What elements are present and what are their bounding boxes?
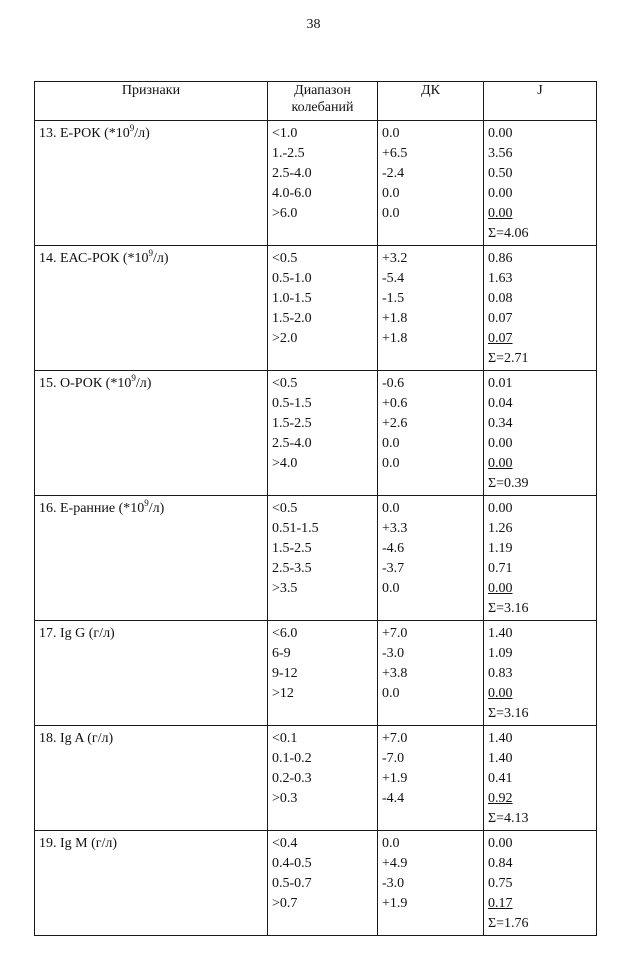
j-value-cell xyxy=(484,726,597,831)
header-feature: Признаки xyxy=(35,82,268,121)
feature-label-text: 14. ЕАС-РОК (*10 xyxy=(39,251,149,266)
feature-cell xyxy=(35,496,268,621)
range-value: 1.5-2.0 xyxy=(272,311,312,326)
j-value-last-underlined: 0.17 xyxy=(488,896,513,911)
dk-value: 0.0 xyxy=(382,836,400,851)
range-value: >0.7 xyxy=(272,896,298,911)
feature-label-text: 15. О-РОК (*10 xyxy=(39,376,132,391)
range-value: >2.0 xyxy=(272,331,298,346)
dk-value: -5.4 xyxy=(382,271,405,286)
dk-value: +4.9 xyxy=(382,856,408,871)
j-value: 0.00 xyxy=(488,501,513,516)
j-value-cell xyxy=(484,246,597,371)
feature-label xyxy=(35,371,267,393)
dk-value: +3.3 xyxy=(382,521,408,536)
j-value-last-underlined: 0.00 xyxy=(488,206,513,221)
feature-cell xyxy=(35,371,268,496)
header-dk: ДК xyxy=(378,82,484,121)
range-value: <0.4 xyxy=(272,836,298,851)
j-value: 0.00 xyxy=(488,186,513,201)
dk-value-cell xyxy=(378,831,484,936)
j-sum: Σ=0.39 xyxy=(488,476,529,491)
range-value-cell xyxy=(268,246,378,371)
j-value: 0.01 xyxy=(488,376,513,391)
dk-value: -0.6 xyxy=(382,376,405,391)
dk-value: -7.0 xyxy=(382,751,405,766)
j-value-last-underlined: 0.00 xyxy=(488,456,513,471)
feature-label-unit: /л) xyxy=(148,501,165,516)
feature-label xyxy=(35,621,267,643)
dk-value: 0.0 xyxy=(382,686,400,701)
page-number: 38 xyxy=(306,17,321,32)
dk-value-cell xyxy=(378,371,484,496)
table-row xyxy=(35,496,597,621)
j-value: 0.83 xyxy=(488,666,513,681)
range-value: 0.51-1.5 xyxy=(272,521,319,536)
feature-cell xyxy=(35,831,268,936)
dk-value: +7.0 xyxy=(382,731,408,746)
feature-cell xyxy=(35,121,268,246)
j-sum: Σ=3.16 xyxy=(488,706,529,721)
range-value: >6.0 xyxy=(272,206,298,221)
j-value: 0.41 xyxy=(488,771,513,786)
feature-label xyxy=(35,121,267,143)
dk-value-cell xyxy=(378,246,484,371)
table-row xyxy=(35,371,597,496)
j-value-cell xyxy=(484,621,597,726)
j-value: 0.07 xyxy=(488,311,513,326)
dk-value: 0.0 xyxy=(382,456,400,471)
dk-value: +0.6 xyxy=(382,396,408,411)
j-value: 0.00 xyxy=(488,836,513,851)
j-value xyxy=(484,580,596,600)
dk-value-cell xyxy=(378,621,484,726)
j-value-last-underlined: 0.92 xyxy=(488,791,513,806)
feature-label-text: 18. Ig A (г/л) xyxy=(39,731,114,746)
range-value: 4.0-6.0 xyxy=(272,186,312,201)
feature-label xyxy=(35,496,267,518)
j-sum: Σ=4.13 xyxy=(488,811,529,826)
range-value: >12 xyxy=(272,686,294,701)
feature-label-text: 16. Е-ранние (*10 xyxy=(39,501,145,516)
table-row xyxy=(35,121,597,246)
j-value xyxy=(484,685,596,705)
header-range: Диапазон колебаний xyxy=(268,82,378,121)
range-value: 6-9 xyxy=(272,646,291,661)
dk-value: +7.0 xyxy=(382,626,408,641)
dk-value-cell xyxy=(378,121,484,246)
j-value: 1.63 xyxy=(488,271,513,286)
range-value: >3.5 xyxy=(272,581,298,596)
j-value xyxy=(484,330,596,350)
dk-value: 0.0 xyxy=(382,501,400,516)
range-value: 0.4-0.5 xyxy=(272,856,312,871)
range-value: 1.-2.5 xyxy=(272,146,305,161)
j-value: 0.84 xyxy=(488,856,513,871)
j-value: 1.40 xyxy=(488,626,513,641)
header-row xyxy=(35,82,597,121)
j-value xyxy=(484,455,596,475)
range-value: 0.1-0.2 xyxy=(272,751,312,766)
j-value-cell xyxy=(484,831,597,936)
j-sum: Σ=2.71 xyxy=(488,351,529,366)
j-value: 0.00 xyxy=(488,436,513,451)
range-value: >4.0 xyxy=(272,456,298,471)
feature-label-text: 17. Ig G (г/л) xyxy=(39,626,115,641)
feature-label-unit: /л) xyxy=(153,251,169,266)
j-value: 1.19 xyxy=(488,541,513,556)
j-value xyxy=(484,790,596,810)
j-value-last-underlined: 0.00 xyxy=(488,686,513,701)
range-value: 0.2-0.3 xyxy=(272,771,312,786)
range-value: 2.5-3.5 xyxy=(272,561,312,576)
j-value: 0.08 xyxy=(488,291,513,306)
j-value-cell xyxy=(484,371,597,496)
range-value: 1.5-2.5 xyxy=(272,416,312,431)
range-value-cell xyxy=(268,726,378,831)
dk-value: +1.8 xyxy=(382,311,408,326)
feature-label-unit: /л) xyxy=(135,376,152,391)
j-value: 0.00 xyxy=(488,126,513,141)
j-value: 0.71 xyxy=(488,561,513,576)
feature-label xyxy=(35,831,267,853)
feature-cell xyxy=(35,621,268,726)
dk-value: +1.9 xyxy=(382,771,408,786)
j-sum: Σ=4.06 xyxy=(488,226,529,241)
table-row xyxy=(35,621,597,726)
j-value: 0.34 xyxy=(488,416,513,431)
range-value: 1.0-1.5 xyxy=(272,291,312,306)
j-value xyxy=(484,895,596,915)
dk-value: -4.6 xyxy=(382,541,405,556)
range-value: 0.5-0.7 xyxy=(272,876,312,891)
table-body xyxy=(35,121,597,936)
j-value: 3.56 xyxy=(488,146,513,161)
dk-value-cell xyxy=(378,726,484,831)
feature-label-exponent: 9 xyxy=(129,123,135,133)
dk-value: +1.8 xyxy=(382,331,408,346)
dk-value: +3.2 xyxy=(382,251,408,266)
range-value: <0.5 xyxy=(272,376,298,391)
range-value-cell xyxy=(268,121,378,246)
dk-value: 0.0 xyxy=(382,126,400,141)
dk-value-cell xyxy=(378,496,484,621)
range-value: 1.5-2.5 xyxy=(272,541,312,556)
range-value: 0.5-1.0 xyxy=(272,271,312,286)
j-value: 0.86 xyxy=(488,251,513,266)
feature-label-exponent: 9 xyxy=(131,373,136,383)
dk-value: +1.9 xyxy=(382,896,408,911)
feature-label-text: 13. Е-РОК (*10 xyxy=(39,126,130,141)
range-value: <0.5 xyxy=(272,501,298,516)
table-row xyxy=(35,831,597,936)
data-table xyxy=(34,81,597,936)
feature-label-text: 19. Ig M (г/л) xyxy=(39,836,118,851)
dk-value: 0.0 xyxy=(382,206,400,221)
feature-label xyxy=(35,246,267,268)
dk-value: 0.0 xyxy=(382,186,400,201)
range-value: 0.5-1.5 xyxy=(272,396,312,411)
j-sum: Σ=1.76 xyxy=(488,916,529,931)
j-value: 1.26 xyxy=(488,521,513,536)
feature-label xyxy=(35,726,267,748)
range-value: >0.3 xyxy=(272,791,298,806)
j-value-cell xyxy=(484,121,597,246)
j-value: 1.40 xyxy=(488,751,513,766)
j-value-last-underlined: 0.00 xyxy=(488,581,513,596)
feature-cell xyxy=(35,726,268,831)
j-sum: Σ=3.16 xyxy=(488,601,529,616)
range-value-cell xyxy=(268,496,378,621)
range-value: 2.5-4.0 xyxy=(272,436,312,451)
dk-value: -1.5 xyxy=(382,291,405,306)
feature-label-unit: /л) xyxy=(134,126,150,141)
range-value-cell xyxy=(268,621,378,726)
j-value: 0.50 xyxy=(488,166,513,181)
dk-value: 0.0 xyxy=(382,436,400,451)
range-value: <6.0 xyxy=(272,626,298,641)
j-value: 0.75 xyxy=(488,876,513,891)
table-row xyxy=(35,726,597,831)
dk-value: +3.8 xyxy=(382,666,408,681)
range-value: <1.0 xyxy=(272,126,298,141)
j-value-cell xyxy=(484,496,597,621)
range-value: <0.5 xyxy=(272,251,298,266)
dk-value: -4.4 xyxy=(382,791,405,806)
dk-value: -3.7 xyxy=(382,561,405,576)
table-row xyxy=(35,246,597,371)
range-value-cell xyxy=(268,831,378,936)
range-value: <0.1 xyxy=(272,731,298,746)
range-value-cell xyxy=(268,371,378,496)
j-value xyxy=(484,205,596,225)
j-value: 1.09 xyxy=(488,646,513,661)
dk-value: +2.6 xyxy=(382,416,408,431)
dk-value: +6.5 xyxy=(382,146,408,161)
dk-value: -2.4 xyxy=(382,166,405,181)
dk-value: -3.0 xyxy=(382,876,405,891)
range-value: 2.5-4.0 xyxy=(272,166,312,181)
j-value-last-underlined: 0.07 xyxy=(488,331,513,346)
feature-cell xyxy=(35,246,268,371)
header-j: J xyxy=(484,82,597,121)
feature-label-exponent: 9 xyxy=(148,248,154,258)
j-value: 1.40 xyxy=(488,731,513,746)
range-value: 9-12 xyxy=(272,666,298,681)
j-value: 0.04 xyxy=(488,396,513,411)
feature-label-exponent: 9 xyxy=(144,498,149,508)
dk-value: -3.0 xyxy=(382,646,405,661)
dk-value: 0.0 xyxy=(382,581,400,596)
